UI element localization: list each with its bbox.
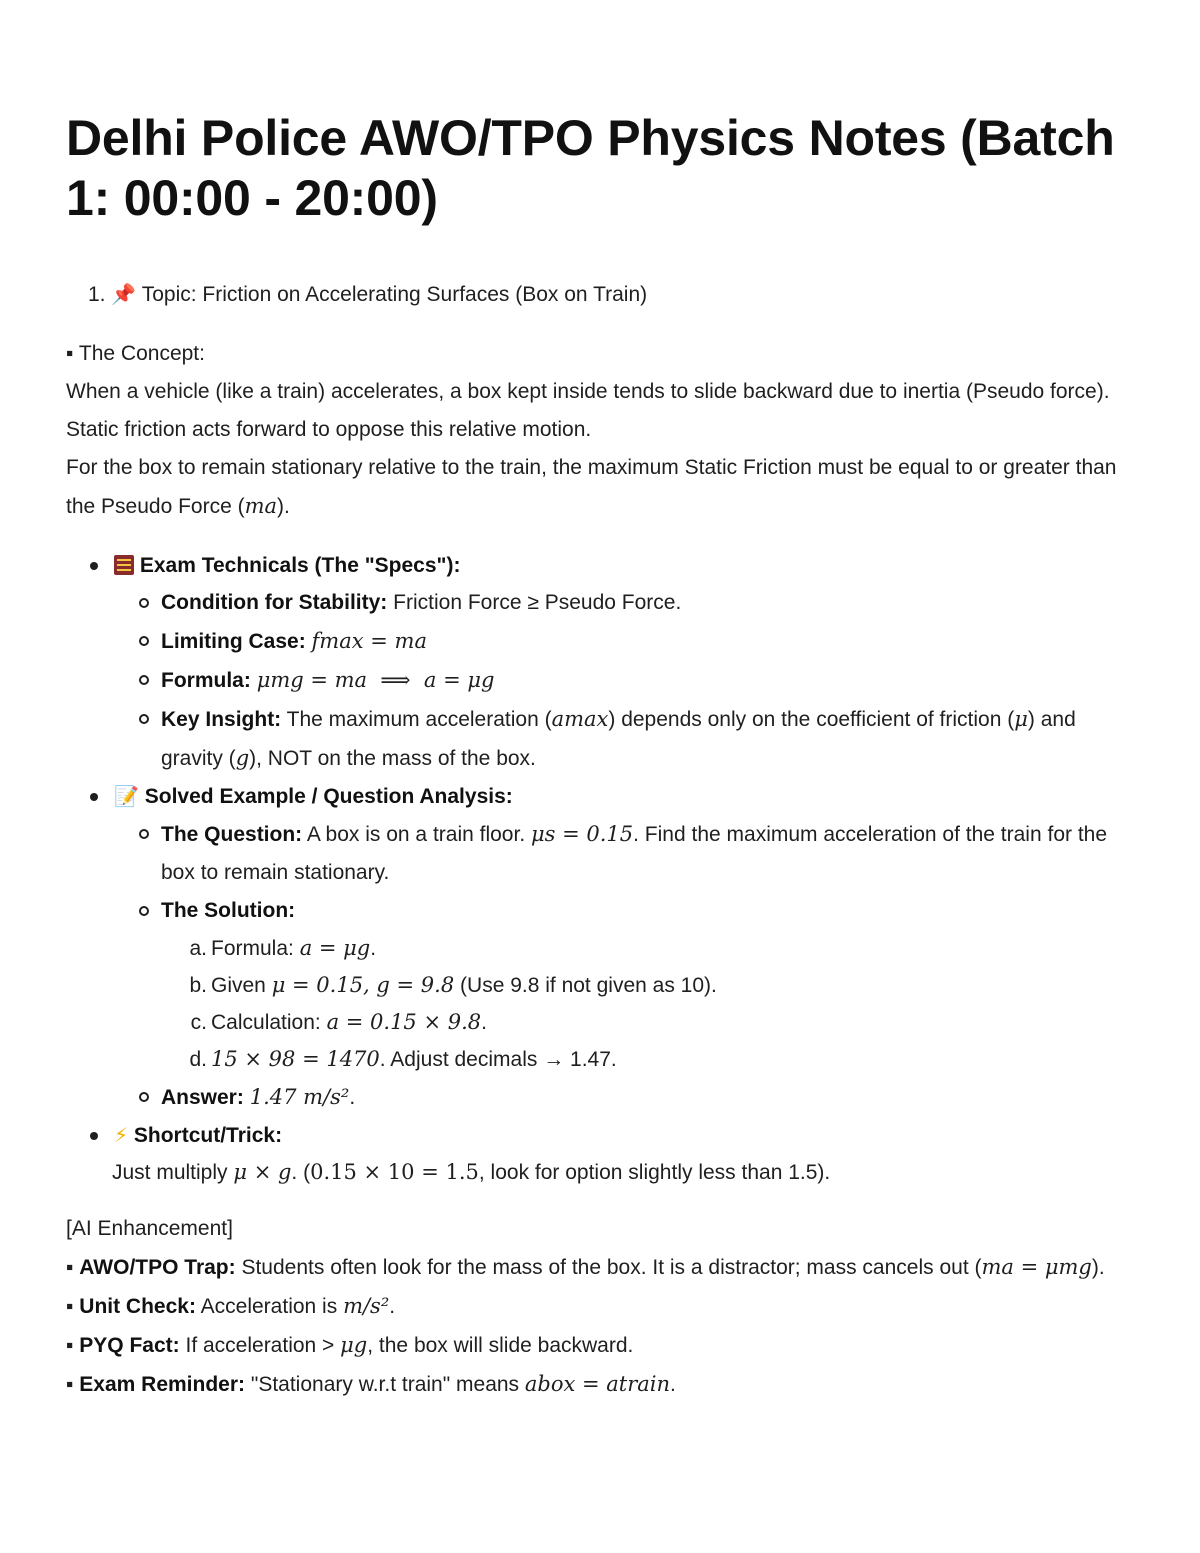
topic-number: 1.	[88, 283, 106, 306]
math-expression: amax	[551, 707, 609, 731]
concept-paragraph-1: When a vehicle (like a train) accelerates, a box kept inside tends to slide backward due to inertia (Pseudo force). Static friction acts forward to oppose this relative motion.	[66, 380, 1110, 441]
technicals-list	[114, 584, 1138, 778]
concept-text: ).	[277, 495, 290, 518]
item-label: Condition for Stability:	[161, 591, 388, 614]
item-label: Key Insight:	[161, 708, 282, 731]
list-item	[114, 661, 1138, 700]
math-expression: μg	[340, 1333, 368, 1357]
step-letter: c.	[190, 1011, 207, 1034]
main-bullet-list	[88, 547, 1138, 1191]
ai-item-text: ).	[1091, 1256, 1105, 1279]
ai-item: ▪ PYQ Fact: If acceleration > μg, the box will slide backward.	[66, 1333, 634, 1357]
example-list	[114, 815, 1138, 1117]
ai-item-text: .	[389, 1295, 396, 1318]
question-text: . Find the maximum acceleration of the train for the box to remain stationary.	[161, 823, 1108, 884]
example-heading: Solved Example / Question Analysis:	[144, 785, 513, 808]
step-letter: d.	[189, 1048, 207, 1071]
ai-item-label: PYQ Fact:	[79, 1334, 180, 1357]
trick-text	[112, 1154, 1138, 1191]
abacus-icon	[114, 555, 134, 575]
item-label: Formula:	[161, 669, 251, 692]
ai-item: ▪ Unit Check: Acceleration is m/s².	[66, 1294, 396, 1318]
trick-heading: Shortcut/Trick:	[133, 1124, 283, 1147]
question-text: A box is on a train floor.	[306, 823, 531, 846]
question-label: The Question:	[161, 823, 303, 846]
item-text: ), NOT on the mass of the box.	[249, 747, 536, 770]
ai-item-label: Unit Check:	[79, 1295, 196, 1318]
item-text: The maximum acceleration (	[286, 708, 552, 731]
ai-item-text: .	[670, 1373, 676, 1396]
ai-item-text: If acceleration >	[185, 1334, 341, 1357]
math-expression: 1.47 m/s²	[249, 1085, 350, 1109]
ai-item: ▪ Exam Reminder: "Stationary w.r.t train" means abox = atrain.	[66, 1372, 676, 1396]
ai-item-text: Acceleration is	[200, 1295, 344, 1318]
lightning-icon: ⚡	[114, 1123, 129, 1147]
math-expression: m/s²	[343, 1294, 390, 1318]
ai-item-text: "Stationary w.r.t train" means	[250, 1373, 525, 1396]
list-item	[114, 815, 1138, 892]
concept-section	[66, 335, 1126, 526]
item-text: ) depends only on the coefficient of friction (	[608, 708, 1015, 731]
step-text: Formula:	[211, 937, 300, 960]
ai-item-text: Students often look for the mass of the box. It is a distractor; mass cancels out (	[241, 1256, 982, 1279]
math-expression: ma = μmg	[981, 1255, 1092, 1279]
answer-label: Answer:	[161, 1086, 244, 1109]
technicals-heading: Exam Technicals (The "Specs"):	[139, 554, 461, 577]
math-expression: μ = 0.15, g = 9.8	[271, 973, 455, 997]
ai-item-label: AWO/TPO Trap:	[79, 1256, 236, 1279]
math-expression: μ × g	[233, 1160, 292, 1184]
solution-label: The Solution:	[161, 899, 296, 922]
ai-item-text: , the box will slide backward.	[367, 1334, 634, 1357]
list-item	[114, 892, 1138, 1078]
item-label: Limiting Case:	[161, 630, 306, 653]
page-title: Delhi Police AWO/TPO Physics Notes (Batch 1: 00:00 - 20:00)	[66, 110, 1115, 226]
math-expression: μs = 0.15	[531, 822, 634, 846]
ai-item-label: Exam Reminder:	[79, 1373, 246, 1396]
trick-text-part: Just multiply	[112, 1161, 234, 1184]
solution-step	[161, 1041, 1138, 1078]
math-expression: a = μg	[299, 936, 371, 960]
concept-heading: ▪ The Concept:	[66, 342, 205, 365]
ai-enhancement-section	[66, 1210, 1126, 1404]
solution-step	[161, 967, 1138, 1004]
topic-heading	[88, 279, 647, 310]
concept-text: For the box to remain stationary relative to the train, the maximum Static Friction must be equal to or greater than the Pseudo Force (	[66, 456, 1117, 518]
math-expression: g	[235, 746, 250, 770]
solution-step	[161, 1004, 1138, 1041]
item-text: Friction Force ≥ Pseudo Force.	[393, 591, 682, 614]
item-text: ) and gravity (	[161, 708, 1076, 770]
trick-text-part: . (	[291, 1161, 311, 1184]
memo-icon: 📝	[114, 784, 139, 808]
technicals-section	[88, 547, 1138, 778]
list-item	[114, 584, 1138, 622]
ai-heading: [AI Enhancement]	[66, 1217, 233, 1240]
math-expression: fmax = ma	[311, 629, 427, 653]
answer-text: .	[349, 1086, 356, 1109]
step-text: . Adjust decimals → 1.47.	[379, 1048, 617, 1071]
math-expression: ma	[244, 494, 278, 518]
topic-text: Topic: Friction on Accelerating Surfaces (Box on Train)	[141, 283, 648, 306]
example-section	[88, 778, 1138, 1117]
step-letter: a.	[189, 937, 207, 960]
step-letter: b.	[189, 974, 207, 997]
math-expression: μmg = ma ⟹ a = μg	[256, 668, 495, 692]
trick-text-part: , look for option slightly less than 1.5).	[478, 1161, 831, 1184]
solution-steps	[161, 930, 1138, 1078]
list-item	[114, 622, 1138, 661]
step-text: (Use 9.8 if not given as 10).	[454, 974, 717, 997]
step-text: .	[370, 937, 377, 960]
math-expression: a = 0.15 × 9.8	[326, 1010, 482, 1034]
concept-paragraph-2	[66, 449, 1126, 526]
math-expression: abox = atrain	[524, 1372, 671, 1396]
list-item	[114, 1078, 1138, 1117]
list-item	[114, 700, 1138, 778]
solution-step	[161, 930, 1138, 967]
ai-item: ▪ AWO/TPO Trap: Students often look for the mass of the box. It is a distractor; mass cancels out (ma = μmg).	[66, 1255, 1105, 1279]
step-text: Calculation:	[211, 1011, 327, 1034]
math-expression: μ	[1014, 707, 1028, 731]
math-expression: 15 × 98 = 1470	[211, 1047, 380, 1071]
math-expression: 0.15 × 10 = 1.5	[310, 1160, 479, 1184]
trick-section	[88, 1117, 1138, 1191]
pushpin-icon: 📌	[111, 282, 137, 306]
document-page	[66, 108, 1136, 228]
step-text: .	[481, 1011, 487, 1034]
step-text: Given	[211, 974, 272, 997]
